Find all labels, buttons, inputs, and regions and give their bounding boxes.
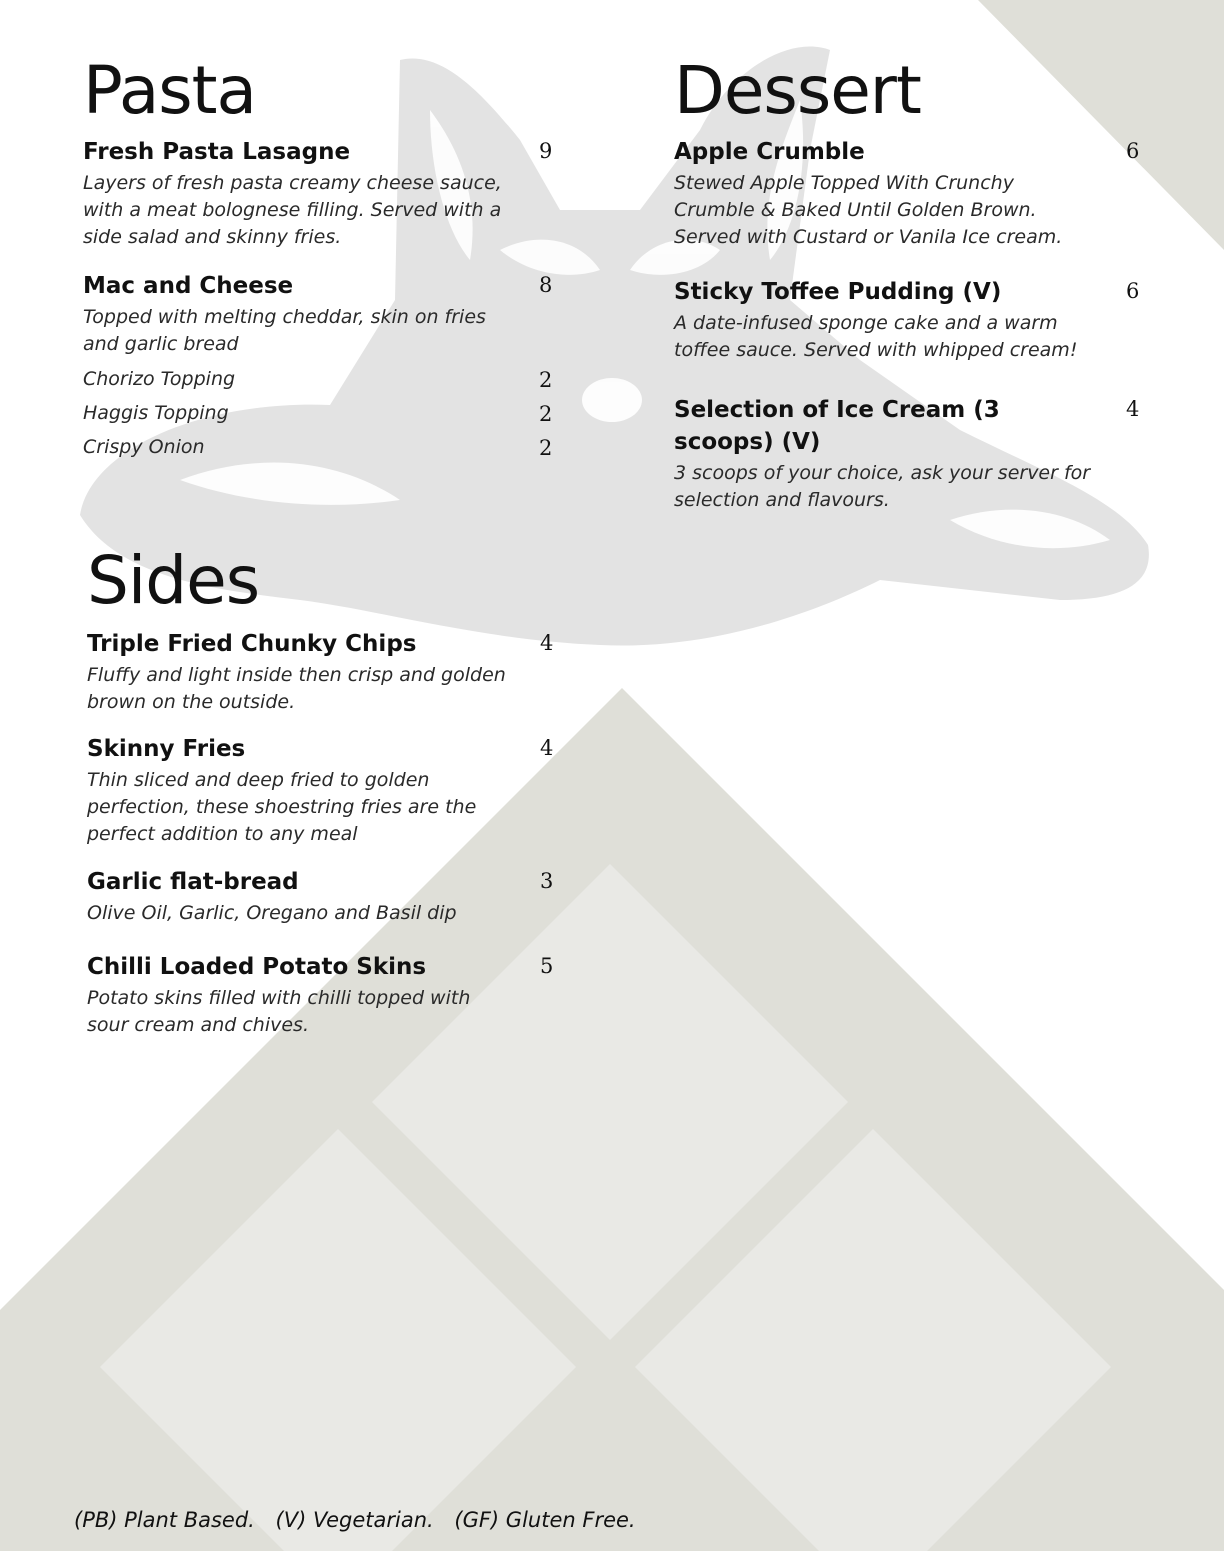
item-description: A date-infused sponge cake and a warm toffee sauce. Served with whipped cream! bbox=[674, 312, 1078, 361]
key-vegetarian: (V) Vegetarian. bbox=[275, 1508, 434, 1532]
item-name: Mac and Cheese bbox=[83, 273, 294, 299]
addon-chorizo bbox=[83, 366, 553, 400]
menu-item-ice-cream bbox=[674, 394, 1144, 514]
item-price: 6 bbox=[1126, 139, 1140, 163]
item-description: Layers of fresh pasta creamy cheese sauce, with a meat bolognese filling. Served with a side salad and skinny fries. bbox=[83, 172, 502, 248]
item-description: 3 scoops of your choice, ask your server for selection and flavours. bbox=[674, 462, 1091, 511]
item-name: Selection of Ice Cream (3 scoops) (V) bbox=[674, 397, 1000, 455]
item-price: 9 bbox=[539, 139, 553, 163]
menu-item-sticky-toffee bbox=[674, 276, 1144, 394]
pasta-title: Pasta bbox=[83, 52, 256, 129]
item-name: Apple Crumble bbox=[674, 139, 865, 165]
addon-price: 2 bbox=[539, 436, 553, 460]
item-description: Fluffy and light inside then crisp and golden brown on the outside. bbox=[87, 664, 506, 713]
addon-name: Crispy Onion bbox=[83, 436, 205, 458]
sides-section bbox=[87, 542, 557, 1039]
addon-haggis bbox=[83, 400, 553, 434]
addon-name: Haggis Topping bbox=[83, 402, 229, 424]
addon-crispy-onion bbox=[83, 434, 553, 468]
menu-item-chunky-chips bbox=[87, 628, 557, 733]
item-description: Topped with melting cheddar, skin on fries and garlic bread bbox=[83, 306, 486, 355]
dessert-title: Dessert bbox=[674, 52, 921, 129]
item-name: Garlic flat-bread bbox=[87, 869, 299, 895]
item-description: Olive Oil, Garlic, Oregano and Basil dip bbox=[87, 902, 457, 924]
addon-price: 2 bbox=[539, 368, 553, 392]
dietary-key bbox=[74, 1508, 650, 1532]
item-price: 4 bbox=[540, 631, 554, 655]
menu-item-skinny-fries bbox=[87, 733, 557, 866]
item-price: 4 bbox=[540, 736, 554, 760]
addon-price: 2 bbox=[539, 402, 553, 426]
dessert-section bbox=[674, 52, 1144, 514]
item-price: 4 bbox=[1126, 397, 1140, 421]
menu-item-potato-skins bbox=[87, 951, 557, 1039]
menu-item-garlic-flatbread bbox=[87, 866, 557, 951]
item-price: 6 bbox=[1126, 279, 1140, 303]
item-name: Skinny Fries bbox=[87, 736, 246, 762]
item-description: Potato skins filled with chilli topped with sour cream and chives. bbox=[87, 987, 471, 1036]
item-name: Chilli Loaded Potato Skins bbox=[87, 954, 427, 980]
menu-item-lasagne bbox=[83, 136, 553, 270]
menu-item-apple-crumble bbox=[674, 136, 1144, 276]
key-plant-based: (PB) Plant Based. bbox=[74, 1508, 255, 1532]
item-price: 3 bbox=[540, 869, 554, 893]
menu-item-mac-and-cheese bbox=[83, 270, 553, 366]
item-name: Triple Fried Chunky Chips bbox=[87, 631, 417, 657]
addon-name: Chorizo Topping bbox=[83, 368, 236, 390]
pasta-section bbox=[83, 52, 553, 468]
item-description: Stewed Apple Topped With Crunchy Crumble & Baked Until Golden Brown. Served with Custard or Vanila Ice cream. bbox=[674, 172, 1063, 248]
item-name: Fresh Pasta Lasagne bbox=[83, 139, 351, 165]
key-gluten-free: (GF) Gluten Free. bbox=[454, 1508, 636, 1532]
item-price: 5 bbox=[540, 954, 554, 978]
item-name: Sticky Toffee Pudding (V) bbox=[674, 279, 1002, 305]
item-description: Thin sliced and deep fried to golden perfection, these shoestring fries are the perfect addition to any meal bbox=[87, 769, 477, 845]
sides-title: Sides bbox=[87, 542, 260, 619]
item-price: 8 bbox=[539, 273, 553, 297]
